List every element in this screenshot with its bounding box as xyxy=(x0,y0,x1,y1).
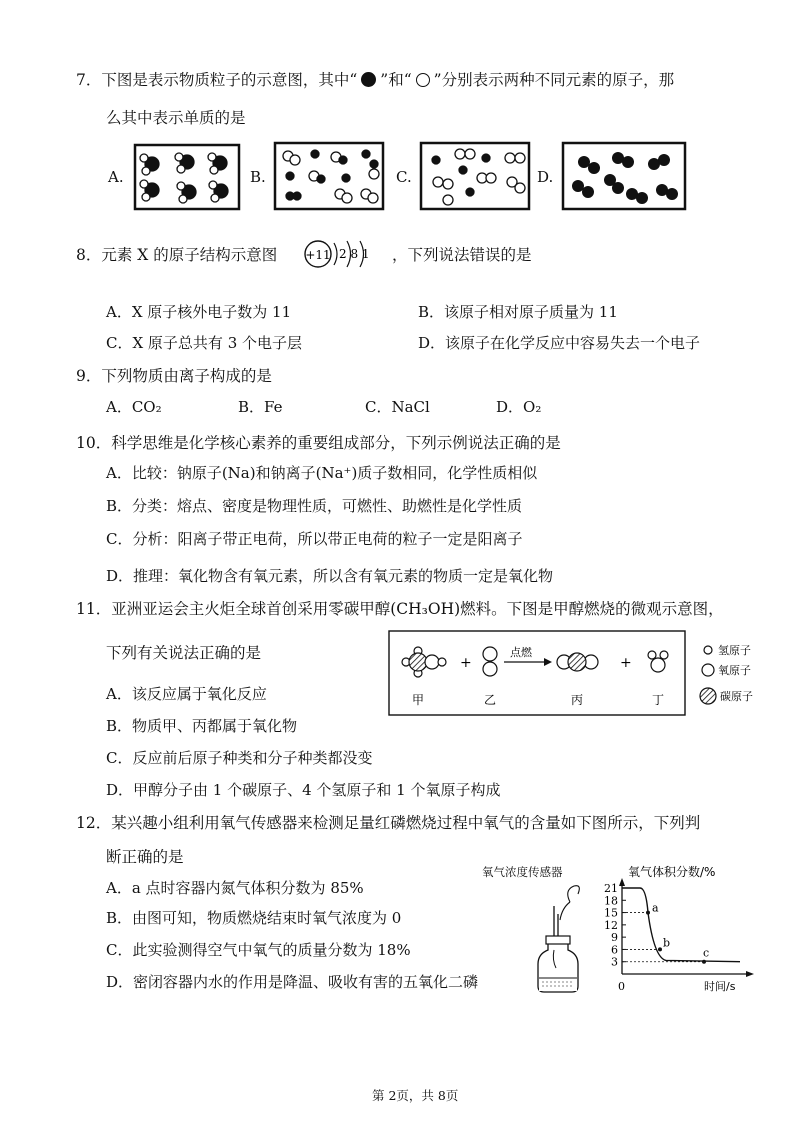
q10-option-c: C．分析：阳离子带正电荷，所以带正电荷的粒子一定是阳离子 xyxy=(106,530,523,548)
oxygen-curve xyxy=(622,888,740,962)
point-c-marker xyxy=(702,960,706,964)
q7-box-a-diagram xyxy=(134,144,240,210)
oxygen-legend-icon xyxy=(702,664,714,676)
q7-stem-line2: 么其中表示单质的是 xyxy=(106,109,246,127)
y-tick-label: 15 xyxy=(604,906,618,920)
q11-option-b: B．物质甲、丙都属于氧化物 xyxy=(106,717,298,735)
q11-reaction-diagram xyxy=(388,630,766,716)
white-atom-icon xyxy=(416,73,430,87)
graph-ylabel: 氧气体积分数/% xyxy=(628,865,716,879)
sensor-label: 氧气浓度传感器 xyxy=(482,865,563,879)
q11-option-d: D．甲醇分子由 1 个碳原子、4 个氢原子和 1 个氧原子构成 xyxy=(106,781,501,799)
graph-xlabel: 时间/s xyxy=(704,980,736,993)
point-c-label: c xyxy=(703,946,710,960)
q10-option-d: D．推理：氧化物含有氧元素，所以含有氧元素的物质一定是氧化物 xyxy=(106,567,554,585)
q11-stem-line2: 下列有关说法正确的是 xyxy=(106,644,262,662)
co2-molecule xyxy=(557,653,598,671)
oxygen-molecule xyxy=(483,647,497,676)
q12-option-a: A．a 点时容器内氮气体积分数为 85% xyxy=(106,879,364,897)
q10-stem: 10．科学思维是化学核心素养的重要组成部分，下列示例说法正确的是 xyxy=(76,434,561,452)
y-tick-label: 21 xyxy=(604,882,618,895)
graph-origin: 0 xyxy=(618,980,625,993)
q10-option-b: B．分类：熔点、密度是物理性质，可燃性、助燃性是化学性质 xyxy=(106,497,523,515)
q12-stem-line2: 断正确的是 xyxy=(106,848,184,866)
q12-option-c: C．此实验测得空气中氧气的质量分数为 18% xyxy=(106,941,411,959)
q9-stem: 9．下列物质由离子构成的是 xyxy=(76,367,272,385)
legend-oxygen: 氧原子 xyxy=(718,664,751,677)
q8-stem-a: 8．元素 X 的原子结构示意图 xyxy=(76,246,278,264)
reaction-condition: 点燃 xyxy=(510,646,532,659)
graph-x-arrow xyxy=(746,971,754,977)
legend-carbon: 碳原子 xyxy=(720,690,753,703)
q7-box-d-diagram xyxy=(562,142,686,210)
q12-stem-line1: 12．某兴趣小组利用氧气传感器来检测足量红磷燃烧过程中氧气的含量如下图所示，下列判 xyxy=(76,814,701,832)
q8-option-b: B．该原子相对原子质量为 11 xyxy=(418,303,618,321)
plus-sign-1: + xyxy=(460,655,472,671)
q7-stem-line1: 7．下图是表示物质粒子的示意图，其中“ ”和“ ”分别表示两种不同元素的原子，那 xyxy=(76,71,675,89)
y-tick-label: 3 xyxy=(611,955,618,969)
y-tick-label: 6 xyxy=(611,943,618,957)
q8-shell-electrons: 2 8 1 xyxy=(339,247,370,261)
point-a-marker xyxy=(646,911,650,915)
point-b-label: b xyxy=(663,936,671,950)
q11-option-a: A．该反应属于氧化反应 xyxy=(106,685,267,703)
legend-hydrogen: 氢原子 xyxy=(718,644,751,657)
q7-label-b: B. xyxy=(250,168,266,186)
y-tick-label: 18 xyxy=(604,894,618,908)
q8-atom-structure-diagram xyxy=(302,236,392,272)
q8-option-d: D．该原子在化学反应中容易失去一个电子 xyxy=(418,334,701,352)
q7-label-c: C. xyxy=(396,168,412,186)
q9-option-d: D．O₂ xyxy=(496,398,542,416)
q9-option-b: B．Fe xyxy=(238,398,283,416)
label-jia: 甲 xyxy=(411,693,425,707)
q8-option-c: C．X 原子总共有 3 个电子层 xyxy=(106,334,303,352)
point-b-marker xyxy=(658,947,662,951)
q7-label-a: A. xyxy=(108,168,124,186)
q10-option-a: A．比较：钠原子(Na)和钠离子(Na⁺)质子数相同，化学性质相似 xyxy=(106,464,538,482)
page-footer: 第 2页，共 8页 xyxy=(372,1088,459,1103)
q11-stem-line1: 11．亚洲亚运会主火炬全球首创采用零碳甲醇(CH₃OH)燃料。下图是甲醇燃烧的微观示意图， xyxy=(76,600,724,618)
q9-option-a: A．CO₂ xyxy=(106,398,162,416)
oxygen-graph xyxy=(600,862,770,1002)
q7-box-b-diagram xyxy=(274,142,384,210)
sensor-apparatus-diagram xyxy=(524,880,594,1000)
water-molecule xyxy=(648,651,668,672)
label-ding: 丁 xyxy=(651,693,665,707)
q9-option-c: C．NaCl xyxy=(365,398,430,416)
black-atom-icon xyxy=(361,72,376,87)
q11-option-c: C．反应前后原子种类和分子种类都没变 xyxy=(106,749,373,767)
carbon-legend-icon xyxy=(700,688,716,704)
y-tick-label: 12 xyxy=(604,918,618,932)
q8-option-a: A．X 原子核外电子数为 11 xyxy=(106,303,292,321)
label-yi: 乙 xyxy=(483,693,497,707)
q7-box-c-diagram xyxy=(420,142,530,210)
q8-stem-b: ，下列说法错误的是 xyxy=(392,246,532,264)
hydrogen-legend-icon xyxy=(704,646,712,654)
plus-sign-2: + xyxy=(620,655,632,671)
graph-y-arrow xyxy=(619,878,625,886)
point-a-label: a xyxy=(652,901,659,915)
q7-label-d: D. xyxy=(537,168,554,186)
y-tick-label: 9 xyxy=(611,931,618,945)
q12-option-d: D．密闭容器内水的作用是降温、吸收有害的五氧化二磷 xyxy=(106,973,479,991)
q8-nucleus-charge: +11 xyxy=(305,248,331,262)
q12-option-b: B．由图可知，物质燃烧结束时氧气浓度为 0 xyxy=(106,909,402,927)
methanol-molecule xyxy=(402,647,446,677)
label-bing: 丙 xyxy=(570,693,584,707)
